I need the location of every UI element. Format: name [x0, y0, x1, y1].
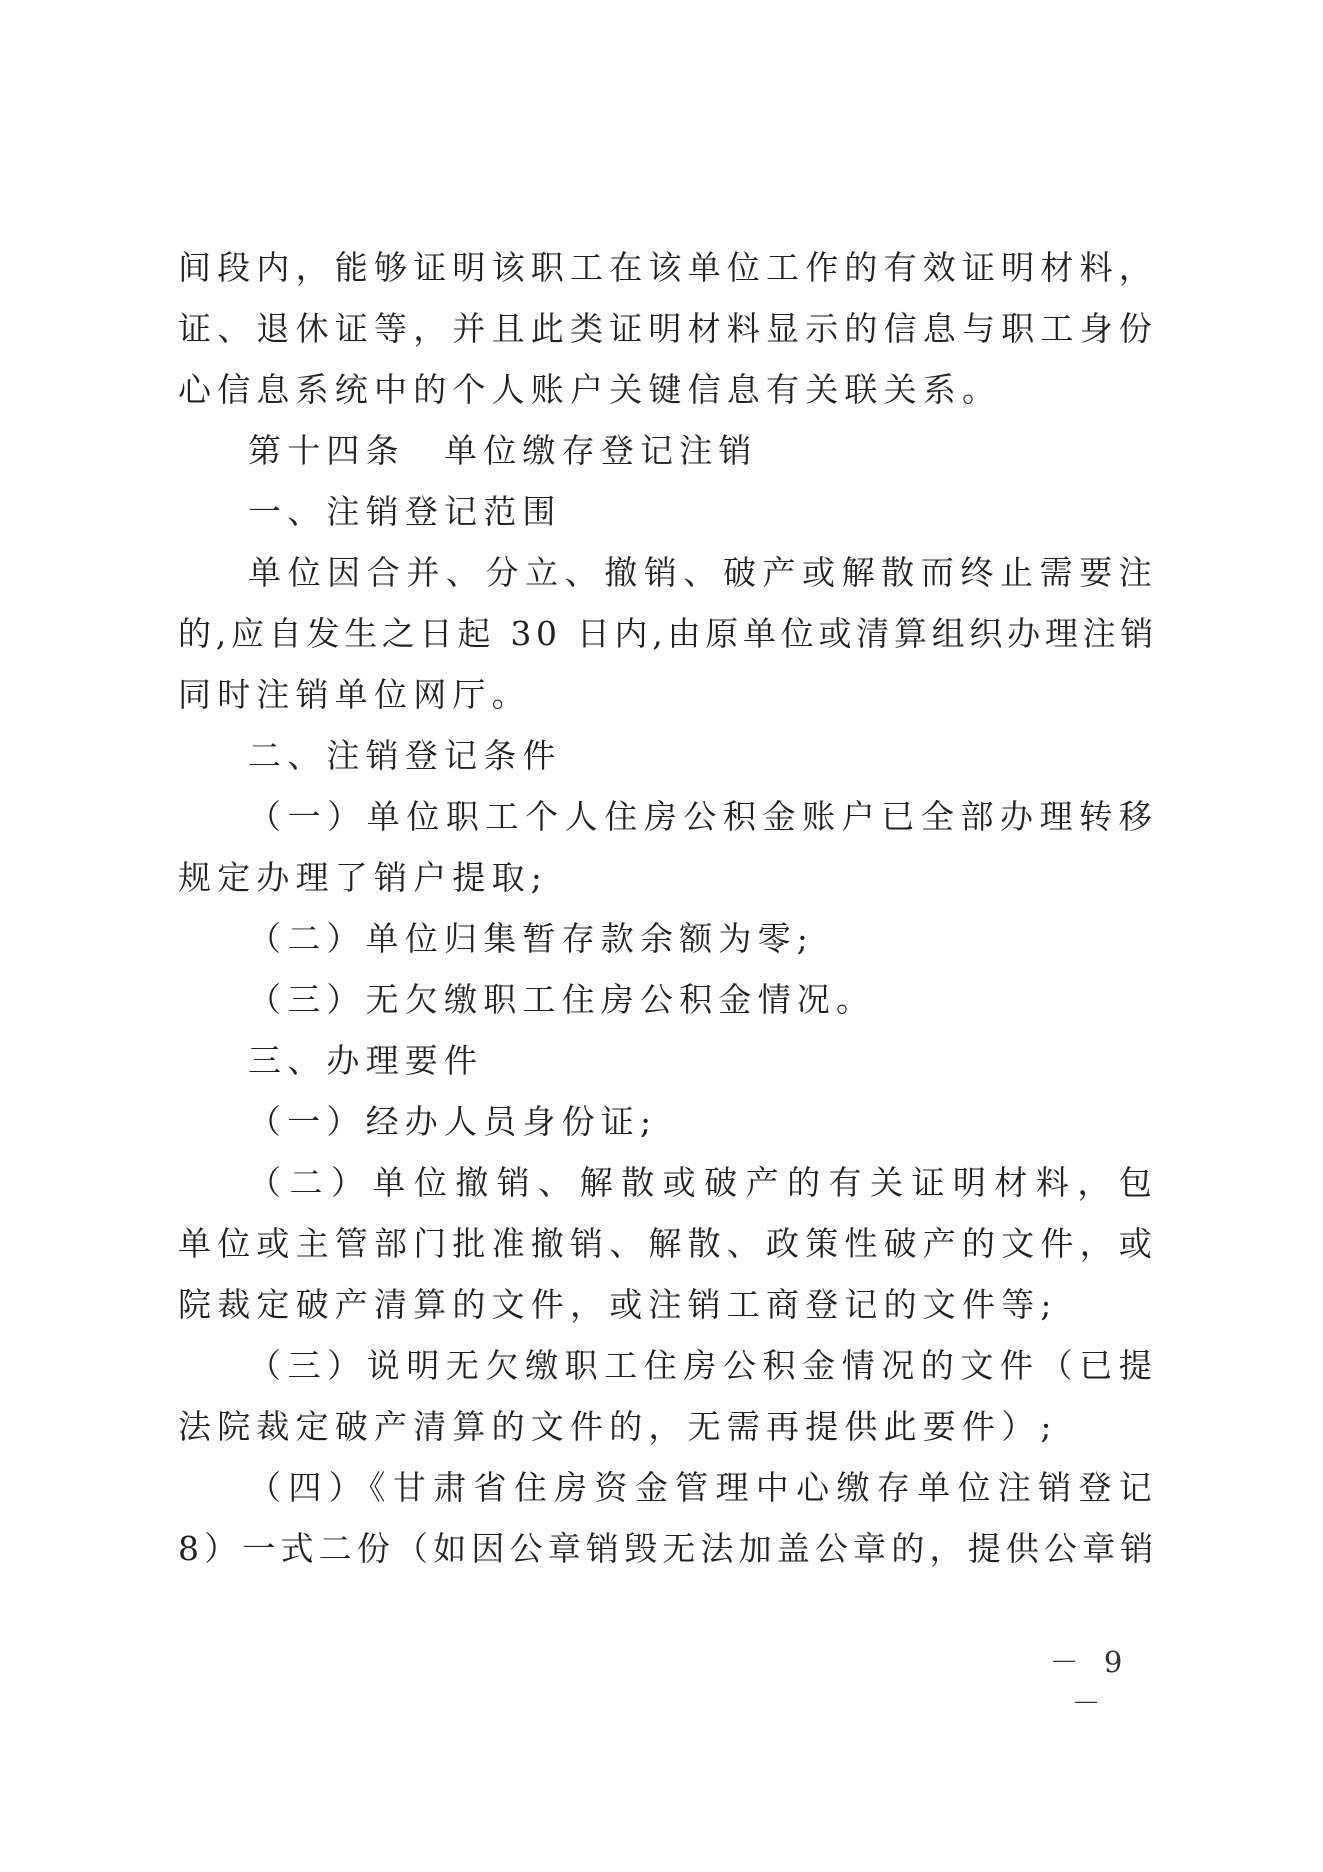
list-item: （二）单位撤销、解散或破产的有关证明材料，包	[248, 1163, 1158, 1202]
paragraph-line: 心信息系统中的个人账户关键信息有关联关系。	[178, 370, 1002, 409]
paragraph-line: 单位因合并、分立、撤销、破产或解散而终止需要注	[248, 553, 1158, 592]
paragraph-line: 8）一式二份（如因公章销毁无法加盖公章的，提供公章销	[178, 1529, 1158, 1568]
paragraph-line: 院裁定破产清算的文件，或注销工商登记的文件等;	[178, 1285, 1058, 1324]
paragraph-line: 的,应自发生之日起 30 日内,由原单位或清算组织办理注销	[178, 614, 1158, 653]
paragraph-line: 同时注销单位网厅。	[178, 675, 531, 714]
paragraph-line: 单位或主管部门批准撤销、解散、政策性破产的文件，或	[178, 1224, 1158, 1263]
article-heading: 第十四条 单位缴存登记注销	[248, 431, 758, 470]
list-item: （二）单位归集暂存款余额为零;	[248, 919, 815, 958]
paragraph-line: 法院裁定破产清算的文件的，无需再提供此要件）;	[178, 1407, 1058, 1446]
paragraph-line: 证、退休证等，并且此类证明材料显示的信息与职工身份	[178, 309, 1158, 348]
section-heading: 二、注销登记条件	[248, 736, 562, 775]
list-item: （一）经办人员身份证;	[248, 1102, 658, 1141]
paragraph-line: 间段内，能够证明该职工在该单位工作的有效证明材料，	[178, 248, 1158, 287]
list-item: （一）单位职工个人住房公积金账户已全部办理转移	[248, 797, 1158, 836]
paragraph-line: 规定办理了销户提取;	[178, 858, 549, 897]
list-item: （三）说明无欠缴职工住房公积金情况的文件（已提	[248, 1346, 1158, 1385]
list-item: （三）无欠缴职工住房公积金情况。	[248, 980, 876, 1019]
body-text	[178, 237, 1158, 1579]
page-number: － 9 －	[1049, 1645, 1131, 1720]
list-item: （四）《甘肃省住房资金管理中心缴存单位注销登记	[248, 1468, 1158, 1507]
section-heading: 一、注销登记范围	[248, 492, 562, 531]
section-heading: 三、办理要件	[248, 1041, 484, 1080]
